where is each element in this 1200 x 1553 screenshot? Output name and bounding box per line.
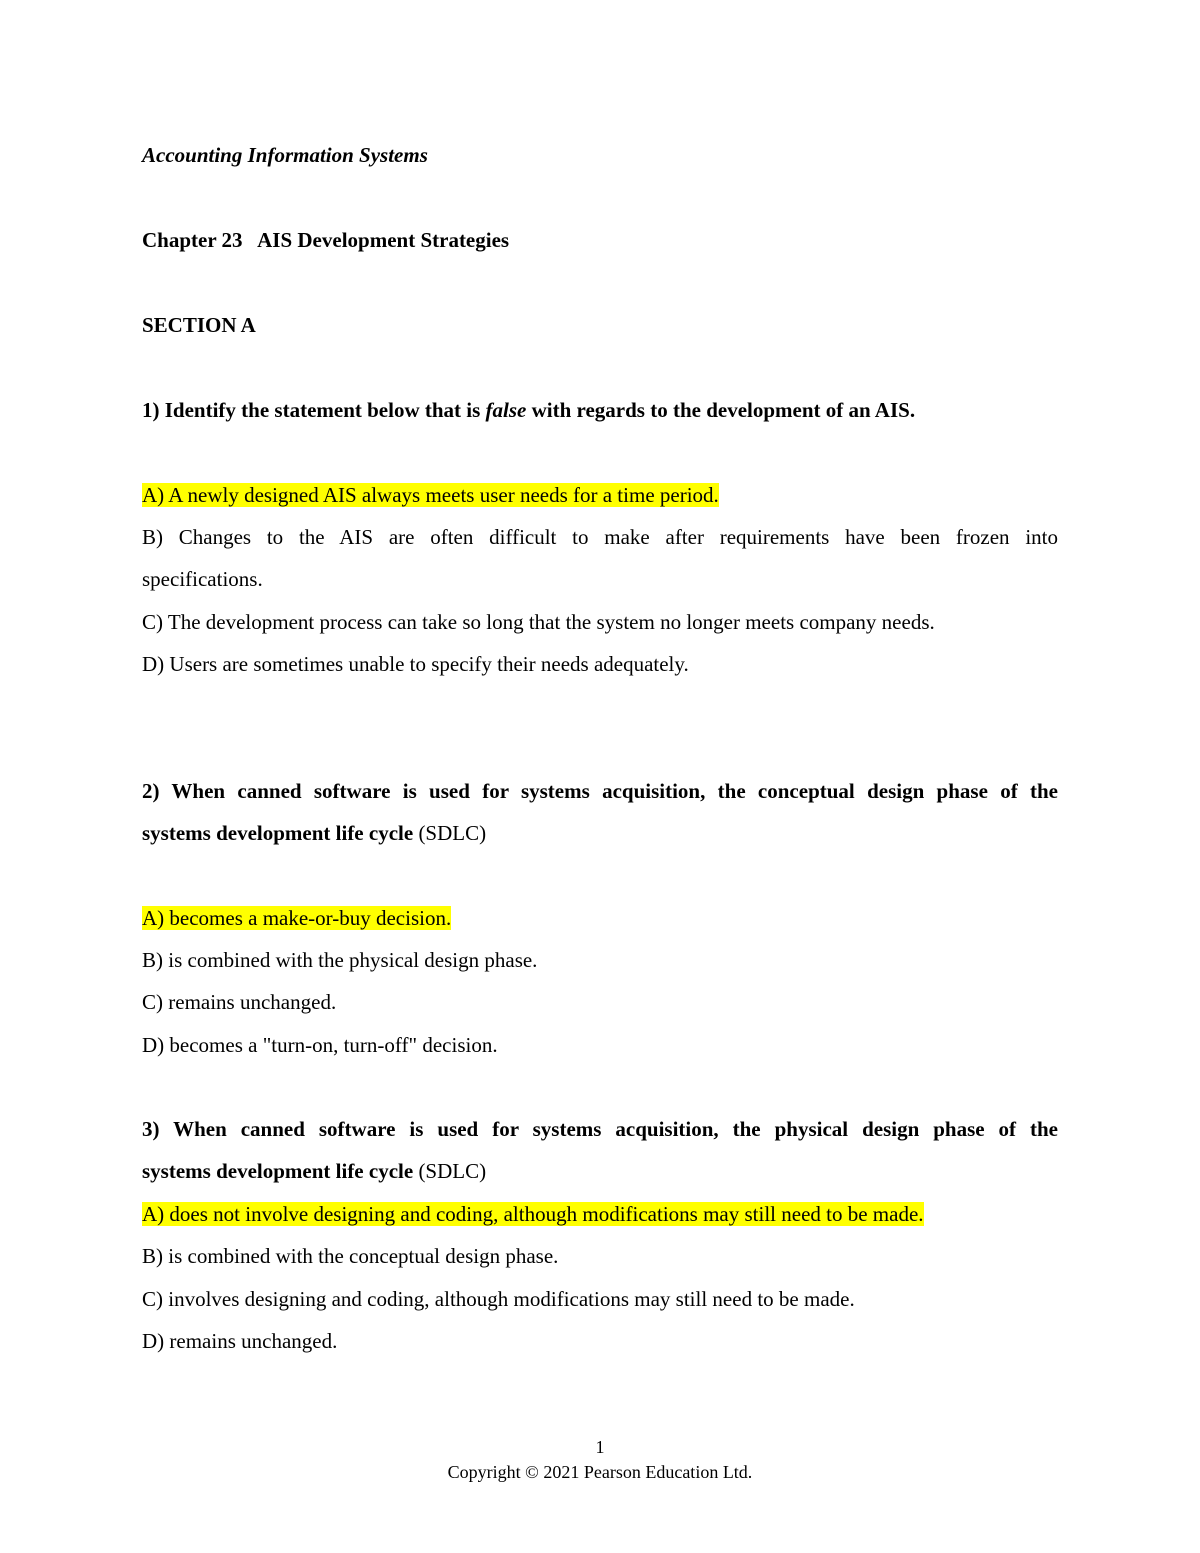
question-2-prompt-bold: systems development life cycle bbox=[142, 821, 419, 845]
book-title: Accounting Information Systems bbox=[142, 143, 428, 167]
question-2-option-c: C) remains unchanged. bbox=[142, 990, 337, 1014]
section-heading: SECTION A bbox=[142, 313, 256, 337]
answer-highlight: A) becomes a make-or-buy decision. bbox=[142, 906, 452, 930]
question-1-prompt-start: 1) Identify the statement below that is bbox=[142, 398, 486, 422]
answer-highlight: A) does not involve designing and coding, although modifications may still need to be made. bbox=[142, 1202, 924, 1226]
question-3-prompt-bold: systems development life cycle bbox=[142, 1159, 419, 1183]
question-1-option-c: C) The development process can take so long that the system no longer meets company needs. bbox=[142, 610, 935, 634]
question-1-option-b: B) Changes to the AIS are often difficult to make after requirements have been frozen into bbox=[142, 525, 1058, 549]
question-3-option-d: D) remains unchanged. bbox=[142, 1329, 338, 1353]
question-3-prompt-line-2 bbox=[142, 1158, 486, 1184]
question-3-prompt-line-1: 3) When canned software is used for systems acquisition, the physical design phase of the bbox=[142, 1117, 1058, 1141]
question-2-prompt-line-1: 2) When canned software is used for systems acquisition, the conceptual design phase of the bbox=[142, 779, 1058, 803]
question-1-option-a bbox=[142, 482, 719, 508]
question-2-prompt-plain: (SDLC) bbox=[418, 821, 487, 845]
question-1-prompt-emphasis: false bbox=[485, 398, 527, 422]
question-2-prompt-line-2 bbox=[142, 820, 486, 846]
copyright-notice: Copyright © 2021 Pearson Education Ltd. bbox=[447, 1462, 753, 1482]
question-1-prompt-end: with regards to the development of an AIS. bbox=[526, 398, 916, 422]
chapter-title: Chapter 23 AIS Development Strategies bbox=[142, 228, 510, 252]
question-3-prompt-plain: (SDLC) bbox=[418, 1159, 487, 1183]
question-3-option-c: C) involves designing and coding, although modifications may still need to be made. bbox=[142, 1287, 855, 1311]
question-3-option-b: B) is combined with the conceptual design phase. bbox=[142, 1244, 559, 1268]
question-1-option-d: D) Users are sometimes unable to specify their needs adequately. bbox=[142, 652, 689, 676]
question-2-option-a bbox=[142, 905, 451, 931]
question-1-prompt bbox=[142, 397, 915, 423]
page-number: 1 bbox=[595, 1437, 605, 1457]
question-2-option-b: B) is combined with the physical design phase. bbox=[142, 948, 538, 972]
question-1-option-b-continued: specifications. bbox=[142, 567, 263, 591]
question-3-option-a bbox=[142, 1201, 924, 1227]
answer-highlight: A) A newly designed AIS always meets user needs for a time period. bbox=[142, 483, 719, 507]
question-2-option-d: D) becomes a "turn-on, turn-off" decision. bbox=[142, 1033, 498, 1057]
